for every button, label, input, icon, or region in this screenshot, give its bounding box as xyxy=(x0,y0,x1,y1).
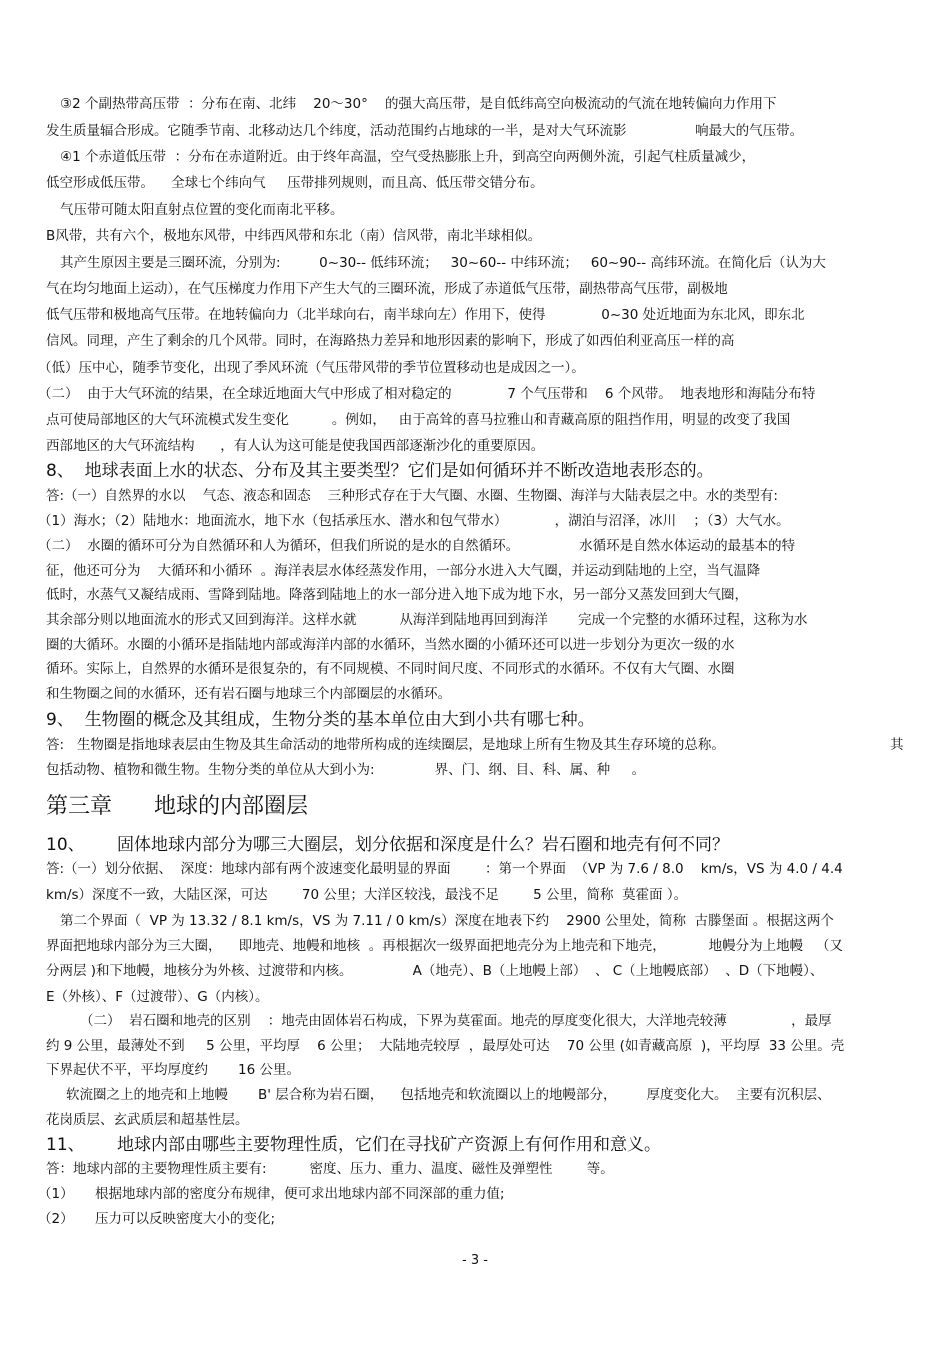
question-heading-10: 10、 固体地球内部分为哪三大圈层，划分依据和深度是什么？岩石圈和地壳有何不同？ xyxy=(46,835,730,855)
text-line: 征，他还可分为 大循环和小循环 。海洋表层水体经蒸发作用，一部分水进入大气圈，并运动到陆地的上空，当气温降 xyxy=(46,563,761,579)
text-line: 答:（一）划分依据、 深度：地球内部有两个波速变化最明显的界面 ：第一个界面 （VP 为 7.6 / 8.0 km/s，VS 为 4.0 / 4.4 xyxy=(46,861,843,877)
text-line: 和生物圈之间的水循环，还有岩石圈与地球三个内部圈层的水循环。 xyxy=(46,686,451,702)
text-line: 答：地球内部的主要物理性质主要有: 密度、压力、重力、温度、磁性及弹塑性 等。 xyxy=(46,1161,614,1177)
text-line: B风带，共有六个，极地东风带，中纬西风带和东北（南）信风带，南北半球相似。 xyxy=(46,228,542,244)
text-line: ③2 个副热带高压带 ：分布在南、北纬 20～30° 的强大高压带，是自低纬高空向极流动的气流在地转偏向力作用下 xyxy=(60,96,777,112)
question-heading-11: 11、 地球内部由哪些主要物理性质，它们在寻找矿产资源上有何作用和意义。 xyxy=(46,1135,662,1155)
text-line: 圈的大循环。水圈的小循环是指陆地内部或海洋内部的水循环，当然水圈的小循环还可以进一步划分为更次一级的水 xyxy=(46,637,735,653)
text-line: 西部地区的大气环流结构 ，有人认为这可能是使我国西部逐渐沙化的重要原因。 xyxy=(46,438,545,454)
text-line: 答:（一）自然界的水以 气态、液态和固态 三种形式存在于大气圈、水圈、生物圈、海洋与大陆表层之中。水的类型有: xyxy=(46,488,778,504)
question-heading-9: 9、 生物圈的概念及其组成，生物分类的基本单位由大到小共有哪七种。 xyxy=(46,710,595,730)
text-line: 界面把地球内部分为三大圈， 即地壳、地幔和地核 。再根据次一级界面把地壳分为上地壳和下地壳， 地幔分为上地幔 （又 xyxy=(46,938,844,954)
text-line: 下界起伏不平，平均厚度约 16 公里。 xyxy=(46,1062,301,1078)
page-number: - 3 - xyxy=(462,1253,488,1268)
text-line: 花岗质层、玄武质层和超基性层。 xyxy=(46,1112,249,1128)
chapter-title: 第三章 地球的内部圈层 xyxy=(46,794,308,819)
text-line: 气在均匀地面上运动），在气压梯度力作用下产生大气的三圈环流，形成了赤道低气压带，副热带高气压带，副极地 xyxy=(46,281,728,297)
text-line: 信风。同理，产生了剩余的几个风带。同时，在海路热力差异和地形因素的影响下，形成了如西伯利亚高压一样的高 xyxy=(46,333,735,349)
text-line: 分两层 )和下地幔，地核分为外核、过渡带和内核。 A（地壳）、B（上地幔上部） 、 C（上地幔底部） 、D（下地幔）、 xyxy=(46,963,824,979)
text-line: 约 9 公里，最薄处不到 5 公里，平均厚 6 公里； 大陆地壳较厚 ，最厚处可达 70 公里 (如青藏高原 )，平均厚 33 公里。壳 xyxy=(46,1038,845,1054)
text-line: （二） 岩石圈和地壳的区别 ：地壳由固体岩石构成，下界为莫霍面。地壳的厚度变化很大，大洋地壳较薄 ，最厚 xyxy=(80,1013,832,1029)
text-line: 低空形成低压带。 全球七个纬向气 压带排列规则，而且高、低压带交错分布。 xyxy=(46,175,544,191)
text-line: 点可使局部地区的大气环流模式发生变化 。例如， 由于高耸的喜马拉雅山和青藏高原的阻挡作用，明显的改变了我国 xyxy=(46,412,791,428)
text-line: ④1 个赤道低压带 ：分布在赤道附近。由于终年高温，空气受热膨胀上升，到高空向两侧外流，引起气柱质量减少， xyxy=(60,149,756,165)
text-line: （1） 根据地球内部的密度分布规律，便可求出地球内部不同深部的重力值; xyxy=(38,1186,505,1202)
text-line: km/s）深度不一致，大陆区深，可达 70 公里；大洋区较浅，最浅不足 5 公里，简称 莫霍面 ）。 xyxy=(46,887,688,903)
text-line: 循环。实际上，自然界的水循环是很复杂的，有不同规模、不同时间尺度、不同形式的水循环。不仅有大气圈、水圈 xyxy=(46,661,735,677)
text-line: 低气压带和极地高气压带。在地转偏向力（北半球向右，南半球向左）作用下，使得 0~30 处近地面为东北风，即东北 xyxy=(46,307,805,323)
text-line: 其余部分则以地面流水的形式又回到海洋。这样水就 从海洋到陆地再回到海洋 完成一个完整的水循环过程，这称为水 xyxy=(46,612,808,628)
text-line: 低时，水蒸气又凝结成雨、雪降到陆地。降落到陆地上的水一部分进入地下成为地下水，另一部分又蒸发回到大气圈， xyxy=(46,587,748,603)
text-line: （低）压中心，随季节变化，出现了季风环流（气压带风带的季节位置移动也是成因之一）。 xyxy=(38,360,585,376)
text-line: E（外核）、F（过渡带）、G（内核）。 xyxy=(46,989,269,1005)
text-line: （1）海水；（2）陆地水：地面流水，地下水（包括承压水、潜水和包气带水） ，湖泊与沼泽，冰川 ；（3）大气水。 xyxy=(38,513,790,529)
text-line: 其产生原因主要是三圈环流，分别为: 0~30-- 低纬环流； 30~60-- 中纬环流； 60~90-- 高纬环流。在简化后（认为大 xyxy=(60,255,826,271)
text-line: （2） 压力可以反映密度大小的变化; xyxy=(38,1211,276,1227)
text-line: （二） 水圈的循环可分为自然循环和人为循环，但我们所说的是水的自然循环。 水循环是自然水体运动的最基本的特 xyxy=(38,538,796,554)
text-line: 气压带可随太阳直射点位置的变化而南北平移。 xyxy=(60,202,344,218)
question-heading-8: 8、 地球表面上水的状态、分布及其主要类型？它们是如何循环并不断改造地表形态的。 xyxy=(46,461,714,481)
text-line: 第二个界面（ VP 为 13.32 / 8.1 km/s，VS 为 7.11 / 0 km/s）深度在地表下约 2900 公里处，简称 古滕堡面 。根据这两个 xyxy=(60,913,834,929)
text-line: （二） 由于大气环流的结果，在全球近地面大气中形成了相对稳定的 7 个气压带和 6 个风带。 地表地形和海陆分布特 xyxy=(38,386,816,402)
text-line: 其 xyxy=(890,737,904,753)
text-line: 软流圈之上的地壳和上地幔 B' 层合称为岩石圈， 包括地壳和软流圈以上的地幔部分， 厚度变化大。 主要有沉积层、 xyxy=(66,1087,831,1103)
text-line: 包括动物、植物和微生物。生物分类的单位从大到小为: 界、门、纲、目、科、属、种 。 xyxy=(46,762,646,778)
text-line: 发生质量辐合形成。它随季节南、北移动达几个纬度，活动范围约占地球的一半，是对大气环流影 响最大的气压带。 xyxy=(46,123,804,139)
text-line: 答: 生物圈是指地球表层由生物及其生命活动的地带所构成的连续圈层，是地球上所有生物及其生存环境的总称。 xyxy=(46,737,725,753)
